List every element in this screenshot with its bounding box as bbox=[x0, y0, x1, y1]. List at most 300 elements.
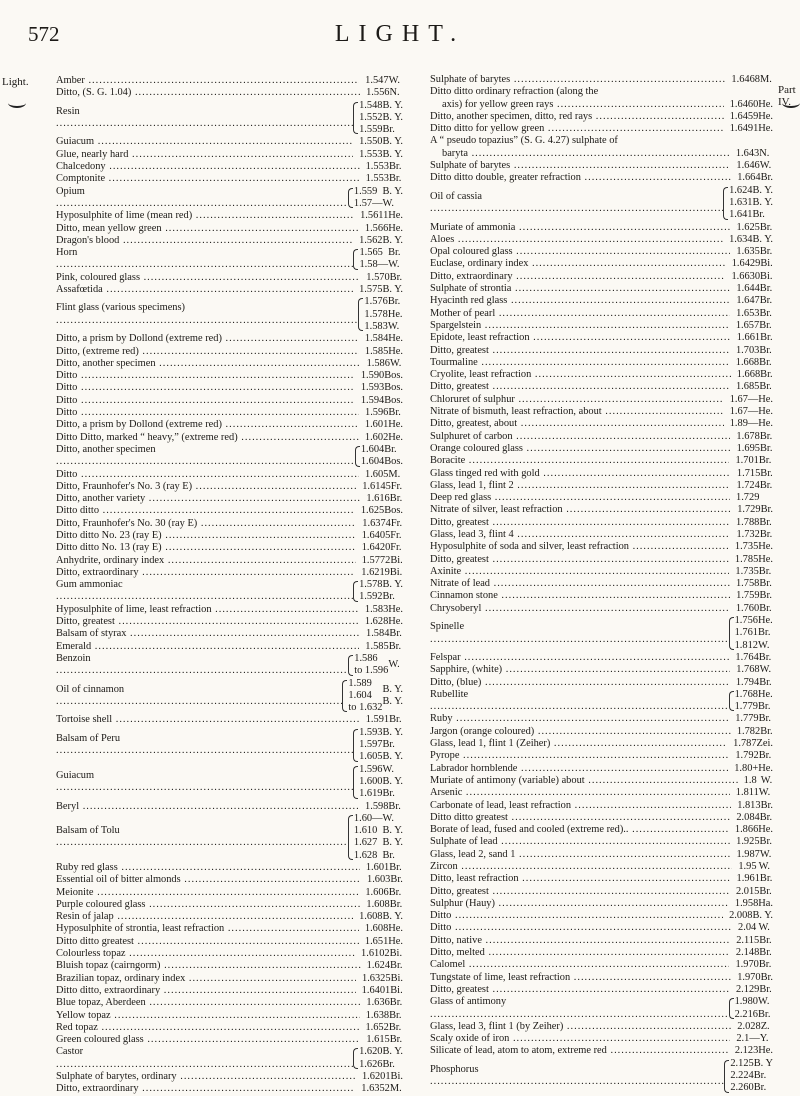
table-row bbox=[56, 714, 403, 726]
refractive-index-values bbox=[724, 111, 759, 123]
refractive-index: 1.624 bbox=[366, 960, 391, 972]
refractive-index: 2.028 bbox=[737, 1020, 761, 1032]
authority-codes bbox=[389, 161, 403, 173]
substance-name: Assafœtida ..... bbox=[56, 284, 353, 296]
refractive-index: 1.729 bbox=[736, 492, 760, 504]
authority-codes bbox=[388, 923, 403, 935]
refractive-index-values bbox=[359, 333, 388, 345]
refractive-index: 1.570 bbox=[366, 271, 390, 283]
substance-name: Rubellite ..... bbox=[430, 689, 729, 714]
authority-codes bbox=[760, 74, 773, 86]
refractive-index: 1.631 bbox=[729, 196, 753, 208]
substance-name: Hyacinth red glass ..... bbox=[430, 295, 730, 307]
refractive-index-values bbox=[348, 186, 383, 211]
refractive-index-values bbox=[359, 641, 388, 653]
table-row bbox=[56, 764, 403, 801]
authority-codes bbox=[759, 677, 773, 689]
refractive-index-values bbox=[353, 149, 382, 161]
refractive-index: 1.5611 bbox=[360, 210, 389, 222]
authority-code: Bi. bbox=[389, 948, 403, 960]
refractive-index-values bbox=[730, 787, 759, 799]
table-row bbox=[56, 567, 403, 579]
refractive-index: 1.556 bbox=[366, 87, 390, 99]
authority-codes bbox=[760, 664, 773, 676]
substance-name: Ditto, Fraunhofer's No. 30 (ray E) ..... bbox=[56, 518, 356, 530]
table-row bbox=[430, 861, 773, 873]
substance-name: Boracite ..... bbox=[430, 455, 729, 467]
refractive-index: 1.89— bbox=[729, 418, 759, 430]
refractive-index: 1.6219 bbox=[361, 566, 390, 578]
refractive-index-values bbox=[730, 947, 759, 959]
table-row bbox=[56, 1071, 403, 1083]
refractive-index-values bbox=[729, 750, 758, 762]
substance-name: A “ pseudo topazius” (S. G. 4.27) sulphate of bbox=[430, 135, 618, 147]
authority-codes bbox=[754, 1058, 773, 1095]
authority-codes bbox=[760, 443, 773, 455]
substance-name: Ditto, greatest ..... bbox=[430, 517, 730, 529]
substance-name: Ditto ditto greatest ..... bbox=[430, 812, 730, 824]
authority-code: Br. bbox=[752, 209, 765, 221]
authority-codes bbox=[761, 504, 773, 516]
refractive-index-values bbox=[731, 468, 760, 480]
substance-name: Glass, lead 1, flint 2 ..... bbox=[430, 480, 730, 492]
authority-code: Bi. bbox=[760, 270, 773, 282]
substance-name: Red topaz ..... bbox=[56, 1022, 359, 1034]
refractive-index: 1.604 bbox=[360, 443, 385, 455]
table-row bbox=[430, 271, 773, 283]
substance-name: Ditto, melted ..... bbox=[430, 947, 730, 959]
refractive-index-values bbox=[353, 579, 382, 604]
refractive-index-values bbox=[730, 357, 759, 369]
substance-name: Ditto, a prism by Dollond (extreme red) ..... bbox=[56, 419, 359, 431]
authority-code: Br. bbox=[758, 1008, 771, 1020]
left-column-table bbox=[56, 75, 403, 1096]
authority-code: W. bbox=[759, 664, 772, 676]
authority-codes bbox=[390, 1083, 403, 1095]
table-row bbox=[56, 481, 403, 493]
table-row bbox=[56, 407, 403, 419]
refractive-index-values bbox=[731, 873, 760, 885]
authority-codes bbox=[391, 518, 403, 530]
authority-code: Br. bbox=[760, 504, 773, 516]
authority-codes bbox=[759, 381, 773, 393]
authority-code: Br. bbox=[389, 898, 403, 910]
substance-name: Horn ..... bbox=[56, 247, 353, 272]
refractive-index-values bbox=[353, 764, 382, 801]
authority-code: B. Y. bbox=[382, 695, 403, 707]
table-row bbox=[56, 923, 403, 935]
authority-code: Br. bbox=[759, 381, 772, 393]
authority-code: Br. bbox=[388, 886, 402, 898]
substance-name: Orange coloured glass ..... bbox=[430, 443, 731, 455]
authority-code: Bi. bbox=[390, 554, 403, 566]
refractive-index: 1.703 bbox=[735, 344, 760, 356]
refractive-index-values bbox=[359, 616, 388, 628]
authority-codes bbox=[758, 99, 773, 111]
refractive-index-values bbox=[359, 432, 388, 444]
refractive-index: 1.958 bbox=[734, 897, 759, 909]
refractive-index-values bbox=[359, 887, 388, 899]
table-row bbox=[430, 566, 773, 578]
authority-code: W. bbox=[758, 787, 771, 799]
refractive-index-values bbox=[730, 308, 759, 320]
authority-code: B. Y. bbox=[382, 825, 403, 837]
substance-name: axis) for yellow green rays ..... bbox=[430, 99, 724, 111]
authority-code: He. bbox=[758, 123, 773, 135]
substance-name: Ditto ditto for yellow green ..... bbox=[430, 123, 724, 135]
refractive-index-values bbox=[353, 100, 382, 137]
page-number: 572 bbox=[28, 22, 60, 46]
refractive-index-values bbox=[360, 997, 389, 1009]
table-row bbox=[56, 1046, 403, 1071]
authority-code: Br. bbox=[759, 221, 773, 233]
authority-codes bbox=[761, 1021, 773, 1033]
authority-code: He. bbox=[758, 98, 773, 110]
refractive-index-values bbox=[730, 345, 759, 357]
refractive-index: 2.015 bbox=[735, 885, 760, 897]
table-row bbox=[56, 432, 403, 444]
authority-codes bbox=[388, 346, 403, 358]
authority-code: N. bbox=[759, 147, 770, 159]
authority-codes bbox=[758, 1045, 773, 1057]
refractive-index-values bbox=[342, 678, 382, 715]
table-row bbox=[56, 997, 403, 1009]
authority-codes bbox=[384, 382, 403, 394]
authority-codes bbox=[382, 136, 403, 148]
table-row bbox=[56, 628, 403, 640]
authority-codes bbox=[758, 763, 773, 775]
authority-codes bbox=[384, 395, 403, 407]
authority-codes bbox=[391, 481, 403, 493]
authority-code: Br. bbox=[388, 173, 402, 185]
table-row bbox=[56, 210, 403, 222]
table-row bbox=[56, 887, 403, 899]
refractive-index: 1.600 bbox=[359, 775, 383, 787]
table-row bbox=[430, 345, 773, 357]
substance-name: Calomel ..... bbox=[430, 959, 729, 971]
refractive-index: 1.559 bbox=[359, 124, 383, 136]
table-row bbox=[56, 186, 403, 211]
table-row bbox=[56, 247, 403, 272]
authority-codes bbox=[760, 480, 773, 492]
refractive-index: 1.608 bbox=[364, 923, 389, 935]
authority-code: Br. bbox=[759, 947, 772, 959]
table-row bbox=[56, 419, 403, 431]
refractive-index: 1.768 bbox=[734, 688, 758, 700]
refractive-index: 1.95 bbox=[738, 861, 757, 872]
refractive-index-values bbox=[730, 590, 759, 602]
substance-name: Ditto ditto, extraordinary ..... bbox=[56, 985, 356, 997]
authority-codes bbox=[761, 800, 773, 812]
refractive-index-values bbox=[359, 469, 388, 481]
table-row bbox=[430, 947, 773, 959]
refractive-index: 1.657 bbox=[735, 319, 760, 331]
refractive-index-values bbox=[730, 836, 759, 848]
authority-codes bbox=[759, 984, 773, 996]
authority-code: Bi. bbox=[760, 258, 773, 270]
authority-codes bbox=[752, 185, 773, 222]
authority-code: W. bbox=[388, 259, 400, 271]
refractive-index: 1.565 bbox=[359, 247, 383, 259]
table-row bbox=[56, 936, 403, 948]
authority-code: Br. bbox=[760, 172, 773, 184]
table-row bbox=[56, 862, 403, 874]
substance-name: Resin ..... bbox=[56, 100, 353, 137]
substance-name: Essential oil of bitter almonds ..... bbox=[56, 874, 361, 886]
table-row bbox=[430, 898, 773, 910]
refractive-index: 1.566 bbox=[364, 222, 389, 234]
substance-name: Ditto, least refraction ..... bbox=[430, 873, 731, 885]
refractive-index-values bbox=[356, 530, 391, 542]
substance-name: Cinnamon stone ..... bbox=[430, 590, 730, 602]
authority-codes bbox=[760, 726, 773, 738]
authority-code: Br. bbox=[759, 590, 772, 602]
substance-name: Ditto, (extreme red) ..... bbox=[56, 346, 359, 358]
refractive-index: 1.589 bbox=[348, 677, 372, 689]
table-row bbox=[430, 677, 773, 689]
authority-code: Br. bbox=[388, 1021, 402, 1033]
authority-code: W. bbox=[758, 861, 771, 872]
authority-code: Y. bbox=[759, 1033, 769, 1045]
table-row bbox=[56, 75, 403, 87]
substance-name: Spargelstein ..... bbox=[430, 320, 730, 332]
table-row bbox=[56, 223, 403, 235]
authority-codes bbox=[390, 555, 403, 567]
refractive-index-values bbox=[730, 320, 759, 332]
authority-code: Br. bbox=[759, 319, 772, 331]
refractive-index-values bbox=[730, 431, 759, 443]
refractive-index: 1.6401 bbox=[361, 984, 391, 996]
refractive-index: 1.593 bbox=[360, 382, 385, 394]
authority-code: Br. bbox=[759, 983, 772, 995]
substance-name: Oil of cinnamon ..... bbox=[56, 678, 342, 715]
refractive-index: 1.624 bbox=[729, 184, 753, 196]
authority-code: Br. bbox=[388, 407, 401, 419]
refractive-index: 2.115 bbox=[736, 934, 760, 946]
refractive-index: 1.583 bbox=[364, 603, 389, 615]
refractive-index: 1.548 bbox=[359, 99, 383, 111]
substance-name: Euclase, ordinary index ..... bbox=[430, 258, 726, 270]
table-row bbox=[430, 320, 773, 332]
table-row bbox=[430, 824, 773, 836]
table-row bbox=[430, 836, 773, 848]
substance-name: Balsam of Peru ..... bbox=[56, 727, 353, 764]
authority-codes bbox=[761, 775, 773, 787]
authority-codes bbox=[388, 210, 403, 222]
table-row bbox=[56, 382, 403, 394]
authority-codes bbox=[389, 1010, 403, 1022]
refractive-index-values bbox=[360, 87, 389, 99]
authority-codes bbox=[759, 345, 773, 357]
refractive-index-values bbox=[355, 395, 384, 407]
substance-name: Ditto ..... bbox=[56, 370, 355, 382]
refractive-index: 1.596 bbox=[365, 407, 389, 419]
authority-codes bbox=[760, 1033, 773, 1045]
refractive-index: to 1.632 bbox=[348, 702, 383, 714]
refractive-index: 1.701 bbox=[735, 455, 759, 467]
margin-section-label-left: Light. bbox=[2, 76, 29, 88]
authority-code: W. bbox=[388, 75, 401, 86]
authority-codes bbox=[752, 234, 773, 246]
refractive-index: 1.608 bbox=[366, 898, 390, 910]
authority-code: He. bbox=[388, 431, 403, 443]
authority-codes bbox=[390, 87, 404, 99]
refractive-index: 2.148 bbox=[735, 947, 760, 959]
refractive-index: 1.628 bbox=[353, 849, 378, 861]
authority-code: B. Y. bbox=[382, 726, 403, 738]
substance-name: Mother of pearl ..... bbox=[430, 308, 730, 320]
table-row bbox=[430, 222, 773, 234]
refractive-index-values bbox=[731, 443, 760, 455]
refractive-index-values bbox=[358, 296, 387, 333]
refractive-index-values bbox=[360, 1034, 389, 1046]
authority-codes bbox=[388, 604, 403, 616]
authority-code: Br. bbox=[382, 788, 395, 800]
refractive-index: 2.123 bbox=[734, 1045, 759, 1057]
authority-codes bbox=[388, 616, 403, 628]
authority-code: Z. bbox=[760, 1020, 770, 1032]
authority-code: B. Y. bbox=[382, 911, 403, 923]
substance-name: Colourless topaz ..... bbox=[56, 948, 355, 960]
substance-name: Ruby ..... bbox=[430, 713, 729, 725]
refractive-index-values bbox=[729, 689, 758, 714]
table-row bbox=[430, 713, 773, 725]
substance-name: Ditto ditto double, greater refraction ..... bbox=[430, 172, 731, 184]
refractive-index: 1.6201 bbox=[361, 1071, 391, 1083]
refractive-index: 1.550 bbox=[359, 136, 383, 148]
refractive-index: 1.813 bbox=[737, 799, 761, 811]
authority-code: Br. bbox=[389, 862, 402, 873]
substance-name: Epidote, least refraction ..... bbox=[430, 332, 731, 344]
substance-name: Ditto, extraordinary ..... bbox=[430, 271, 725, 283]
refractive-index-values bbox=[359, 936, 388, 948]
substance-name: Flint glass (various specimens) ..... bbox=[56, 296, 358, 333]
refractive-index-values bbox=[359, 1022, 388, 1034]
authority-code: Br. bbox=[389, 997, 403, 1009]
table-row bbox=[430, 873, 773, 885]
authority-code: Bi. bbox=[389, 566, 403, 578]
authority-codes bbox=[390, 358, 403, 370]
refractive-index-values bbox=[356, 481, 391, 493]
table-row bbox=[430, 99, 773, 111]
refractive-index: 1.585 bbox=[365, 640, 389, 652]
refractive-index: 2.260 bbox=[730, 1082, 754, 1094]
authority-code bbox=[759, 492, 773, 504]
authority-codes bbox=[760, 332, 773, 344]
authority-code: B. Y. bbox=[752, 184, 773, 196]
substance-name: Ditto, extraordinary ..... bbox=[56, 567, 355, 579]
authority-code: W. bbox=[759, 848, 772, 860]
refractive-index-values bbox=[360, 628, 389, 640]
authority-codes bbox=[759, 578, 773, 590]
refractive-index-values bbox=[356, 555, 391, 567]
authority-codes bbox=[390, 948, 403, 960]
substance-name: Tungstate of lime, least refraction ..... bbox=[430, 972, 731, 984]
authority-codes bbox=[388, 247, 403, 272]
authority-code: Br. bbox=[759, 479, 773, 491]
table-row bbox=[430, 812, 773, 824]
authority-codes bbox=[382, 678, 403, 715]
substance-name: Purple coloured glass ..... bbox=[56, 899, 360, 911]
authority-code: He. bbox=[388, 333, 403, 345]
refractive-index-values bbox=[359, 223, 388, 235]
refractive-index: 1.553 bbox=[359, 148, 383, 160]
authority-code: Fr. bbox=[390, 542, 402, 554]
substance-name: Ditto, mean yellow green ..... bbox=[56, 223, 359, 235]
margin-swash-left bbox=[8, 98, 26, 108]
refractive-index: 1.641 bbox=[729, 209, 753, 221]
refractive-index: 1.628 bbox=[364, 616, 389, 628]
authority-code: Br. bbox=[758, 627, 771, 639]
refractive-index: 2.224 bbox=[730, 1070, 754, 1082]
refractive-index-values bbox=[731, 1021, 760, 1033]
refractive-index-values bbox=[725, 271, 760, 283]
refractive-index: 2.04 bbox=[738, 922, 757, 934]
authority-codes bbox=[759, 148, 773, 160]
authority-code: Br. bbox=[760, 725, 773, 737]
refractive-index-values bbox=[360, 899, 389, 911]
table-row bbox=[56, 173, 403, 185]
substance-name: Ditto ..... bbox=[56, 382, 355, 394]
refractive-index-values bbox=[360, 173, 389, 185]
authority-code: Bos. bbox=[384, 505, 403, 517]
substance-name: Ditto ditto greatest ..... bbox=[56, 936, 359, 948]
refractive-index: 2.084 bbox=[736, 811, 760, 823]
authority-codes bbox=[388, 936, 403, 948]
authority-code: Br. bbox=[759, 356, 772, 368]
refractive-index: 1.768 bbox=[736, 664, 760, 676]
substance-name: Meionite ..... bbox=[56, 887, 359, 899]
refractive-index-values bbox=[354, 210, 388, 222]
authority-code: He. bbox=[758, 1045, 773, 1057]
authority-codes bbox=[758, 541, 773, 553]
authority-code: B. Y. bbox=[382, 148, 403, 160]
refractive-index: 1.608 bbox=[359, 911, 383, 923]
table-row bbox=[56, 1022, 403, 1034]
authority-codes bbox=[760, 529, 773, 541]
authority-code: W. bbox=[382, 812, 394, 824]
table-row bbox=[430, 959, 773, 971]
refractive-index: 1.635 bbox=[736, 246, 760, 258]
authority-code: Br. bbox=[759, 811, 773, 823]
table-row bbox=[430, 726, 773, 738]
authority-code: Br. bbox=[758, 959, 772, 971]
refractive-index-values bbox=[359, 801, 388, 813]
refractive-index: 1.779 bbox=[735, 713, 759, 725]
substance-name: Guiacum ..... bbox=[56, 764, 353, 801]
authority-codes bbox=[760, 271, 773, 283]
authority-code: Br. bbox=[753, 1082, 767, 1094]
table-row bbox=[430, 234, 773, 246]
authority-code: He. bbox=[388, 603, 403, 615]
authority-code: Br. bbox=[390, 874, 403, 886]
authority-codes bbox=[761, 172, 773, 184]
refractive-index: 1.724 bbox=[736, 479, 760, 491]
refractive-index-values bbox=[730, 935, 759, 947]
authority-code: Br. bbox=[760, 369, 773, 381]
authority-code: Br. bbox=[390, 960, 403, 972]
substance-name: Glass, lead 3, flint 4 ..... bbox=[430, 529, 730, 541]
refractive-index: 1.729 bbox=[737, 504, 761, 516]
substance-name: Benzoin ..... bbox=[56, 653, 348, 678]
refractive-index: 1.583 bbox=[364, 320, 388, 332]
authority-code: B. Y. bbox=[382, 185, 403, 197]
substance-name: Ditto ..... bbox=[56, 469, 359, 481]
authority-code: Fr. bbox=[390, 480, 403, 492]
refractive-index-values bbox=[727, 738, 756, 750]
refractive-index: 1.651 bbox=[364, 935, 389, 947]
authority-code: B. Y. bbox=[382, 683, 403, 695]
